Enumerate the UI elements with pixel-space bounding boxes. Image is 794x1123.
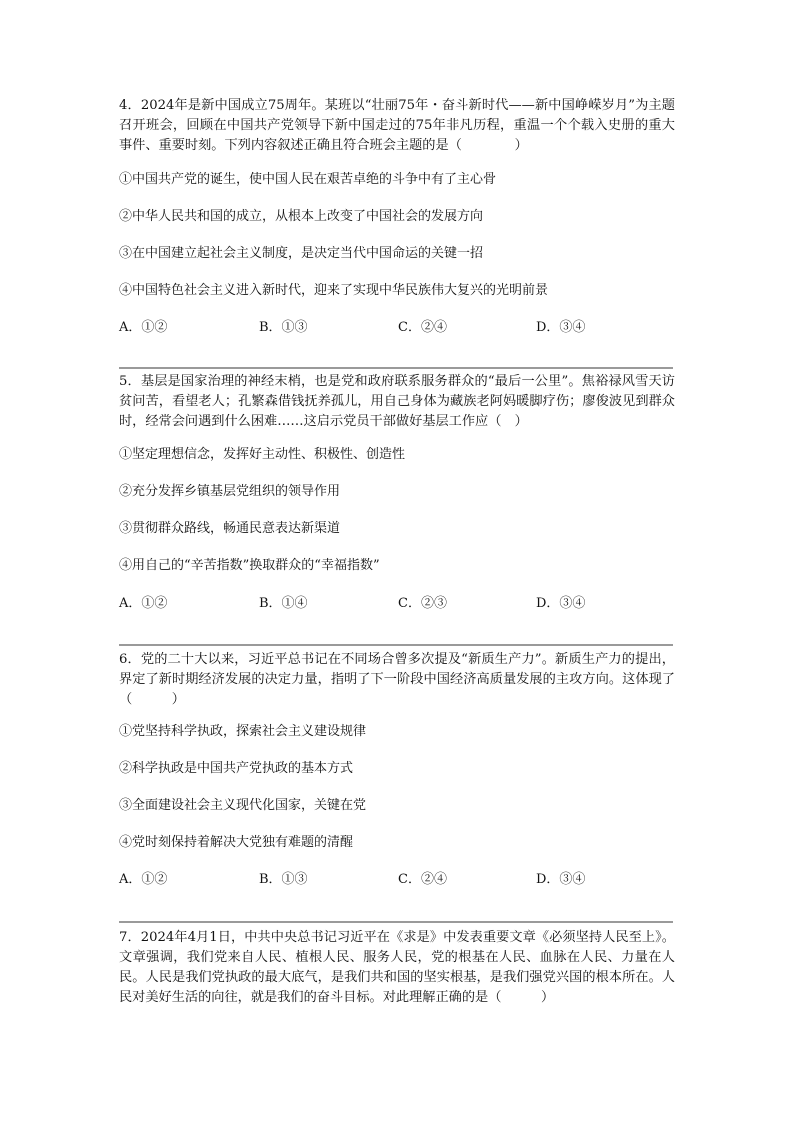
question-4-option-2: ②中华人民共和国的成立，从根本上改变了中国社会的发展方向 [119,209,484,224]
question-4-choices [119,320,675,336]
choice-d[interactable]: D．③④ [536,320,586,335]
choice-a[interactable]: A．①② [119,596,168,611]
divider [119,367,673,369]
choice-a[interactable]: A．①② [119,320,168,335]
question-7-stem: 7．2024年4月1日，中共中央总书记习近平在《求是》中发表重要文章《必须坚持人民至上》。文章强调，我们党来自人民、植根人民、服务人民，党的根基在人民、血脉在人民、力量在人民。人民是我们党执政的最大底气，是我们共和国的坚实根基，是我们强党兴国的根本所在。人民对美好生活的向往，就是我们的奋斗目标。对此理解正确的是（ ） [119,930,675,1005]
question-6-option-4: ④党时刻保持着解决大党独有难题的清醒 [119,835,354,850]
question-5-option-2: ②充分发挥乡镇基层党组织的领导作用 [119,484,341,499]
question-6-option-1: ①党坚持科学执政，探索社会主义建设规律 [119,724,367,739]
choice-d[interactable]: D．③④ [536,872,586,887]
question-4 [119,96,675,335]
question-6-choices [119,872,675,888]
question-5-stem: 5．基层是国家治理的神经末梢，也是党和政府联系服务群众的“最后一公里”。焦裕禄风雪天访贫问苦，看望老人；孔繁森借钱抚养孤儿，用自己身体为藏族老阿妈暖脚疗伤；廖俊波见到群众时，经常会问遇到什么困难……这启示党员干部做好基层工作应（ ） [119,374,675,429]
question-4-option-3: ③在中国建立起社会主义制度，是决定当代中国命运的关键一招 [119,246,484,261]
choice-b[interactable]: B．①④ [259,596,308,611]
question-6-stem: 6．党的二十大以来，习近平总书记在不同场合曾多次提及“新质生产力”。新质生产力的提出，界定了新时期经济发展的决定力量，指明了下一阶段中国经济高质量发展的主攻方向。这体现了（ ） [119,652,675,707]
question-5-choices [119,596,675,612]
choice-b[interactable]: B．①③ [259,872,308,887]
question-7 [119,928,675,1008]
choice-c[interactable]: C．②③ [398,596,447,611]
question-4-option-4: ④中国特色社会主义进入新时代，迎来了实现中华民族伟大复兴的光明前景 [119,283,549,298]
divider [119,644,673,646]
divider [119,921,673,923]
question-5-option-3: ③贯彻群众路线，畅通民意表达新渠道 [119,521,341,536]
question-5-option-1: ①坚定理想信念，发挥好主动性、积极性、创造性 [119,447,406,462]
question-6 [119,650,675,887]
choice-d[interactable]: D．③④ [536,596,586,611]
question-4-stem: 4．2024年是新中国成立75周年。某班以“壮丽75年・奋斗新时代——新中国峥嵘岁月”为主题召开班会，回顾在中国共产党领导下新中国走过的75年非凡历程，重温一个个载入史册的重大事件、重要时刻。下列内容叙述正确且符合班会主题的是（ ） [119,98,675,153]
question-4-option-1: ①中国共产党的诞生，使中国人民在艰苦卓绝的斗争中有了主心骨 [119,172,497,187]
choice-b[interactable]: B．①③ [259,320,308,335]
question-6-option-3: ③全面建设社会主义现代化国家，关键在党 [119,798,367,813]
question-5 [119,372,675,611]
choice-c[interactable]: C．②④ [398,320,447,335]
choice-c[interactable]: C．②④ [398,872,447,887]
question-6-option-2: ②科学执政是中国共产党执政的基本方式 [119,761,354,776]
choice-a[interactable]: A．①② [119,872,168,887]
question-5-option-4: ④用自己的“辛苦指数”换取群众的“幸福指数” [119,558,380,573]
